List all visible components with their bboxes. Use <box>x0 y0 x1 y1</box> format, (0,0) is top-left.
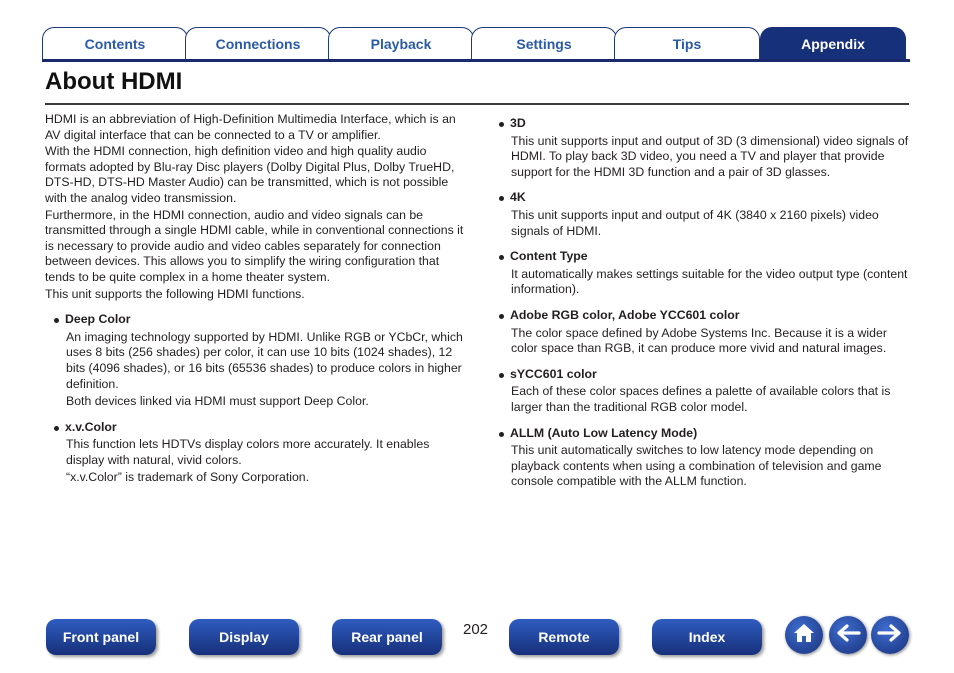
feature-sycc601 <box>497 367 909 416</box>
button-label: Remote <box>538 629 590 645</box>
feature-heading: sYCC601 color <box>497 367 909 383</box>
tab-settings[interactable] <box>471 27 617 60</box>
chapter-tabs <box>42 27 910 62</box>
button-label: Rear panel <box>351 629 423 645</box>
feature-allm <box>497 426 909 490</box>
tab-connections[interactable] <box>185 27 331 60</box>
forward-button[interactable] <box>871 616 909 654</box>
feature-body: It automatically makes settings suitable for the video output type (content information). <box>511 266 908 297</box>
button-label: Display <box>219 629 269 645</box>
page-title: About HDMI <box>45 68 183 95</box>
tab-label: Connections <box>215 36 301 52</box>
index-button[interactable] <box>652 619 762 655</box>
tab-playback[interactable] <box>328 27 474 60</box>
feature-heading: Deep Color <box>52 312 470 328</box>
feature-content-type <box>497 249 909 298</box>
feature-note: “x.v.Color” is trademark of Sony Corporation. <box>66 470 310 485</box>
left-column <box>45 112 470 486</box>
feature-heading: ALLM (Auto Low Latency Mode) <box>497 426 909 442</box>
forward-arrow-icon <box>877 623 903 648</box>
intro-paragraph: This unit supports the following HDMI functions. <box>45 286 305 301</box>
tab-label: Appendix <box>801 36 865 52</box>
remote-button[interactable] <box>509 619 619 655</box>
rear-panel-button[interactable] <box>332 619 442 655</box>
feature-body: Each of these color spaces defines a palette of available colors that is larger than the traditional RGB color model. <box>511 384 891 414</box>
button-label: Front panel <box>62 629 140 645</box>
intro-paragraph: Furthermore, in the HDMI connection, audio and video signals can be transmitted through a single HDMI cable, while in conventional connections it is necessary to provide audio and video cables separately for connection between devices. This allows you to simplify the wiring configuration that tends to be quite complex in a home theater system. <box>45 207 464 284</box>
right-column <box>497 116 909 490</box>
tab-divider <box>42 59 910 62</box>
feature-4k <box>497 190 909 239</box>
feature-body: This unit supports input and output of 4K (3840 x 2160 pixels) video signals of HDMI. <box>511 207 879 238</box>
feature-xv-color <box>45 420 470 486</box>
home-button[interactable] <box>785 616 823 654</box>
feature-deep-color <box>45 312 470 410</box>
intro-paragraph: With the HDMI connection, high definition video and high quality audio formats adopted by Blu-ray Disc players (Dolby Digital Plus, Dolby TrueHD, DTS-HD, DTS-HD Master Audio) can be transmitted, which is not possible with the analog video transmission. <box>45 144 455 205</box>
front-panel-button[interactable] <box>46 619 156 655</box>
feature-heading: x.v.Color <box>52 420 470 436</box>
button-label: Index <box>688 629 726 645</box>
feature-heading: Adobe RGB color, Adobe YCC601 color <box>497 308 909 324</box>
feature-body: An imaging technology supported by HDMI. Unlike RGB or YCbCr, which uses 8 bits (256 shades) per color, it can use 10 bits (1024 shades), 12 bits (4096 shades), or 16 bits (65536 shades) to produce colors in higher definition. <box>66 329 463 391</box>
back-button[interactable] <box>829 616 867 654</box>
page-number: 202 <box>463 621 489 638</box>
tab-label: Settings <box>516 36 572 52</box>
feature-heading: 4K <box>497 190 909 206</box>
feature-body: This unit automatically switches to low latency mode depending on playback contents when using a combination of television and game console compatible with the ALLM function. <box>511 443 882 489</box>
tab-contents[interactable] <box>42 27 188 60</box>
home-icon <box>792 622 816 649</box>
feature-body: The color space defined by Adobe Systems Inc. Because it is a wider color space than RGB, it can produce more vivid and natural images. <box>511 325 887 356</box>
tab-appendix[interactable] <box>760 27 906 60</box>
back-arrow-icon <box>835 623 861 648</box>
tab-label: Contents <box>84 36 146 52</box>
feature-3d <box>497 116 909 180</box>
feature-heading: 3D <box>497 116 909 132</box>
tab-tips[interactable] <box>614 27 760 60</box>
feature-body: This function lets HDTVs display colors more accurately. It enables display with natural, vivid colors. <box>66 437 430 467</box>
title-divider <box>45 103 909 105</box>
feature-body: This unit supports input and output of 3D (3 dimensional) video signals of HDMI. To play back 3D video, you need a TV and player that provide support for the HDMI 3D function and a pair of 3D glasses. <box>511 133 909 179</box>
intro-paragraph: HDMI is an abbreviation of High-Definition Multimedia Interface, which is an AV digital interface that can be connected to a TV or amplifier. <box>45 112 456 142</box>
tab-label: Playback <box>370 36 432 52</box>
feature-heading: Content Type <box>497 249 909 265</box>
feature-note: Both devices linked via HDMI must support Deep Color. <box>66 394 369 409</box>
display-button[interactable] <box>189 619 299 655</box>
tab-label: Tips <box>672 36 702 52</box>
feature-adobe-rgb <box>497 308 909 357</box>
